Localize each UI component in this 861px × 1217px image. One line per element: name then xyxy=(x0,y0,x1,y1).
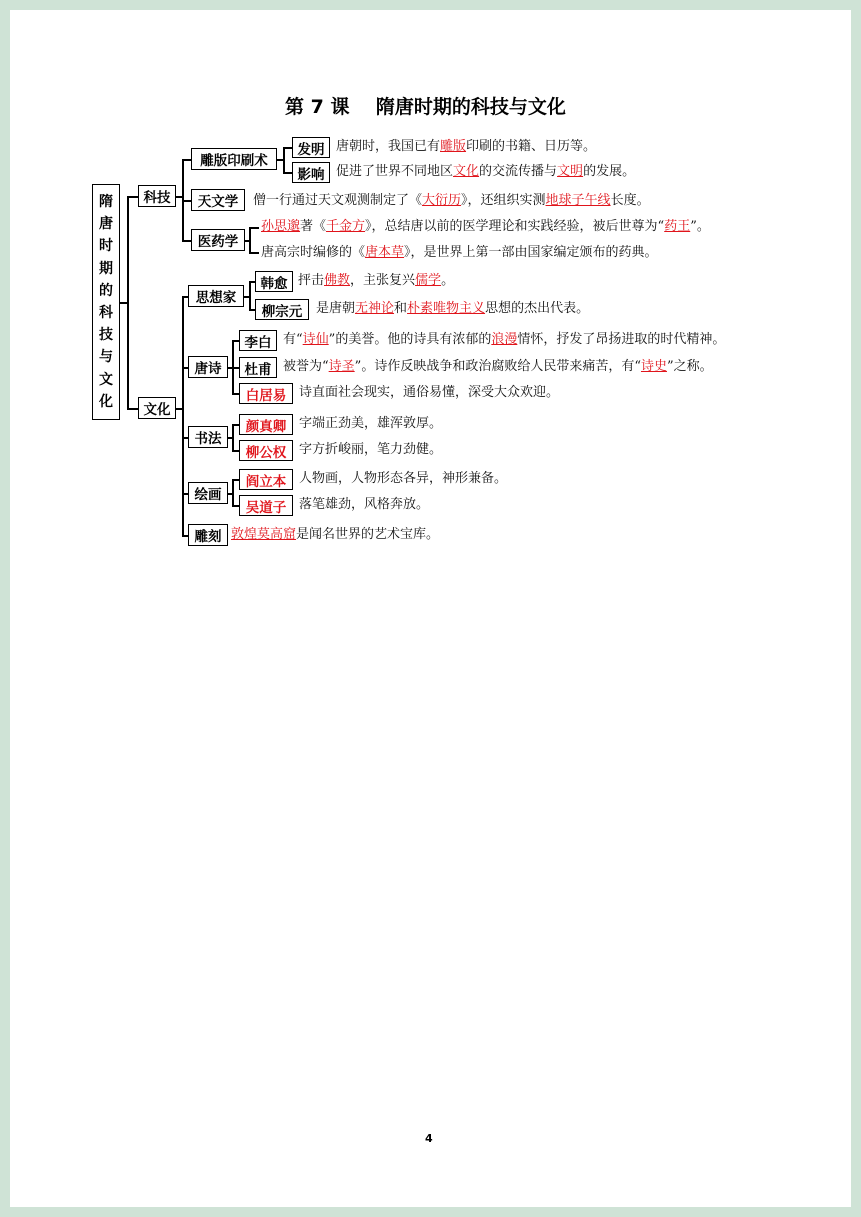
page-number: 4 xyxy=(425,1132,433,1145)
keyword: 朴素唯物主义 xyxy=(407,301,486,316)
text-hanyu xyxy=(298,273,454,289)
connector xyxy=(182,240,191,242)
text-segment: 情怀，抒发了昂扬进取的时代精神。 xyxy=(517,332,726,347)
text-segment: 是闻名世界的艺术宝库。 xyxy=(296,527,440,542)
connector xyxy=(182,296,184,536)
node-liuzongyuan: 柳宗元 xyxy=(255,299,309,320)
connector xyxy=(127,196,129,408)
connector xyxy=(249,252,259,254)
text-dufu xyxy=(283,359,713,375)
text-yingxiang xyxy=(336,164,635,180)
text-faming xyxy=(336,139,596,155)
node-huihua: 绘画 xyxy=(188,482,228,504)
node-libai: 李白 xyxy=(239,330,277,351)
text-segment: 唐高宗时编修的《 xyxy=(261,245,366,260)
text-segment: 》，还组织实测 xyxy=(461,193,546,208)
connector xyxy=(232,340,239,342)
text-segment: ”之称。 xyxy=(666,359,713,374)
keyword: 诗仙 xyxy=(302,332,329,347)
node-faming: 发明 xyxy=(292,137,330,158)
node-hanyu: 韩愈 xyxy=(255,271,293,292)
connector xyxy=(232,393,239,395)
connector xyxy=(182,200,191,202)
keyword: 诗圣 xyxy=(328,359,355,374)
text-segment: 和 xyxy=(394,301,408,316)
text-wudaozi: 落笔雄劲，风格奔放。 xyxy=(299,497,430,512)
text-segment: 》，总结唐以前的医学理论和实践经验，被后世尊为“ xyxy=(365,219,665,234)
keyword: 无神论 xyxy=(355,301,395,316)
node-diaoke: 雕刻 xyxy=(188,524,228,546)
root-char: 期 xyxy=(99,260,113,277)
node-yiyao: 医药学 xyxy=(191,229,245,251)
text-yanzhenqing: 字端正劲美，雄浑敦厚。 xyxy=(299,416,443,431)
node-liugongquan: 柳公权 xyxy=(239,440,293,461)
connector xyxy=(232,479,239,481)
connector xyxy=(232,505,239,507)
root-char: 的 xyxy=(99,282,113,299)
root-char: 隋 xyxy=(99,194,113,211)
connector xyxy=(283,147,292,149)
root-char: 化 xyxy=(99,393,113,410)
node-keji: 科技 xyxy=(138,185,176,207)
keyword: 药王 xyxy=(664,219,691,234)
keyword: 诗史 xyxy=(640,359,667,374)
keyword: 雕版 xyxy=(440,139,467,154)
keyword: 儒学 xyxy=(415,273,442,288)
text-liuzongyuan xyxy=(316,301,589,317)
connector xyxy=(232,424,234,451)
connector xyxy=(127,196,138,198)
node-tangshi: 唐诗 xyxy=(188,356,228,378)
keyword: 唐本草 xyxy=(365,245,405,260)
root-box xyxy=(92,184,120,420)
text-segment: ”。诗作反映战争和政治腐败给人民带来痛苦，有“ xyxy=(354,359,641,374)
text-segment: 。 xyxy=(441,273,455,288)
text-segment: 唐朝时，我国已有 xyxy=(336,139,441,154)
text-segment: 著《 xyxy=(300,219,327,234)
text-yiyao-1 xyxy=(261,219,710,235)
keyword: 敦煌莫高窟 xyxy=(231,527,297,542)
text-libai xyxy=(283,332,725,348)
text-segment: 》，是世界上第一部由国家编定颁布的药典。 xyxy=(404,245,658,260)
connector xyxy=(283,172,292,174)
node-dufu: 杜甫 xyxy=(239,357,277,378)
connector xyxy=(232,367,239,369)
connector xyxy=(127,408,138,410)
text-segment: 印刷的书籍、日历等。 xyxy=(466,139,597,154)
node-yingxiang: 影响 xyxy=(292,162,330,183)
node-baijuyi: 白居易 xyxy=(239,383,293,404)
root-char: 科 xyxy=(99,305,113,322)
keyword: 大衍历 xyxy=(422,193,462,208)
text-segment: 僧一行通过天文观测制定了《 xyxy=(253,193,423,208)
root-char: 时 xyxy=(99,238,113,255)
connector xyxy=(283,147,285,173)
keyword: 文明 xyxy=(557,164,584,179)
root-char: 唐 xyxy=(99,216,113,233)
keyword: 千金方 xyxy=(326,219,366,234)
text-diaoke xyxy=(231,527,439,543)
node-wenhua: 文化 xyxy=(138,397,176,419)
connector xyxy=(249,227,259,229)
text-yanliben: 人物画，人物形态各异，神形兼备。 xyxy=(299,471,508,486)
text-liugongquan: 字方折峻丽，笔力劲健。 xyxy=(299,442,443,457)
text-segment: ”的美誉。他的诗具有浓郁的 xyxy=(328,332,492,347)
text-baijuyi: 诗直面社会现实，通俗易懂，深受大众欢迎。 xyxy=(299,385,560,400)
node-sixiang: 思想家 xyxy=(188,285,244,307)
text-segment: 的交流传播与 xyxy=(479,164,558,179)
connector xyxy=(232,424,239,426)
connector xyxy=(249,281,251,310)
node-wudaozi: 吴道子 xyxy=(239,495,293,516)
text-segment: 是唐朝 xyxy=(316,301,356,316)
connector xyxy=(182,159,191,161)
text-segment: 思想的杰出代表。 xyxy=(485,301,590,316)
page-title: 第 7 课 隋唐时期的科技与文化 xyxy=(285,96,566,118)
node-shufa: 书法 xyxy=(188,426,228,448)
keyword: 文化 xyxy=(453,164,480,179)
node-yanliben: 阎立本 xyxy=(239,469,293,490)
text-segment: 的发展。 xyxy=(583,164,636,179)
keyword: 地球子午线 xyxy=(545,193,611,208)
root-char: 技 xyxy=(99,327,113,344)
connector xyxy=(232,479,234,506)
keyword: 浪漫 xyxy=(491,332,518,347)
text-segment: ”。 xyxy=(690,219,710,234)
connector xyxy=(249,227,251,253)
text-tianwen xyxy=(253,193,650,209)
text-segment: 抨击 xyxy=(298,273,325,288)
text-segment: 被誉为“ xyxy=(283,359,329,374)
root-char: 文 xyxy=(99,371,113,388)
keyword: 佛教 xyxy=(324,273,351,288)
text-segment: ，主张复兴 xyxy=(350,273,416,288)
node-yanzhenqing: 颜真卿 xyxy=(239,414,293,435)
text-yiyao-2 xyxy=(261,245,658,261)
text-segment: 长度。 xyxy=(610,193,650,208)
root-char: 与 xyxy=(99,349,113,366)
page xyxy=(10,10,851,1207)
connector xyxy=(232,450,239,452)
text-segment: 有“ xyxy=(283,332,303,347)
node-diaoban: 雕版印刷术 xyxy=(191,148,277,170)
node-tianwen: 天文学 xyxy=(191,189,245,211)
text-segment: 促进了世界不同地区 xyxy=(336,164,454,179)
keyword: 孙思邈 xyxy=(261,219,301,234)
